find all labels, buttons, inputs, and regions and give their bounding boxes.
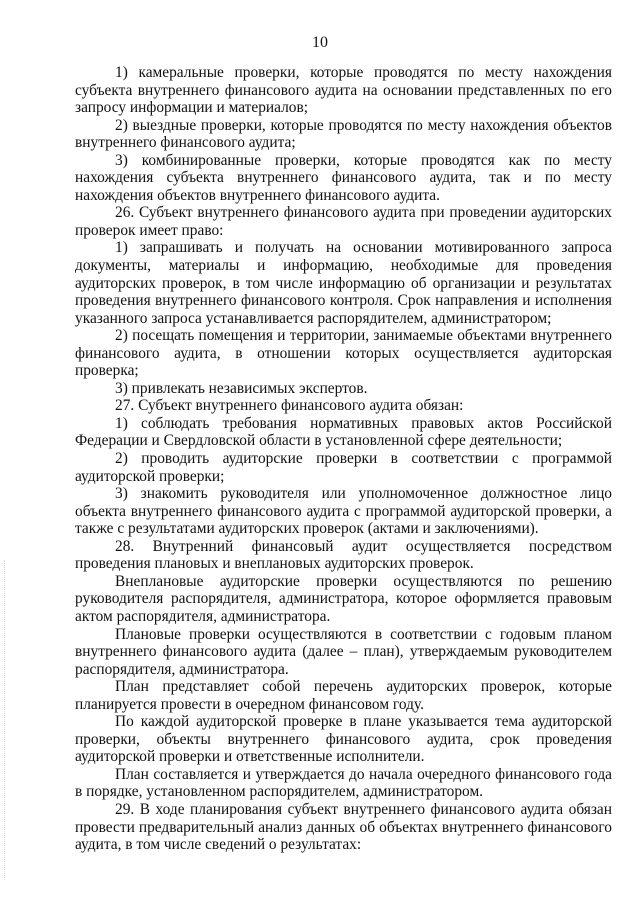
paragraph-26-item-2: 2) посещать помещения и территории, занимаемые объектами внутреннего финансового аудита, в отношении которых осуществляется аудиторская проверка;: [75, 327, 612, 380]
paragraph-27-item-2: 2) проводить аудиторские проверки в соответствии с программой аудиторской проверки;: [75, 450, 612, 485]
paragraph-26-item-1: 1) запрашивать и получать на основании мотивированного запроса документы, материалы и информацию, необходимые для проведения аудиторских проверок, в том числе информацию об организации и результатах проведения внутреннего финансового контроля. Срок направления и исполнения указанного запроса устанавливается распорядителем, администратором;: [75, 239, 612, 327]
paragraph-29: 29. В ходе планирования субъект внутреннего финансового аудита обязан провести предварительный анализ данных об объектах внутреннего финансового аудита, в том числе сведений о результатах:: [75, 800, 612, 854]
scan-edge-marks: [4, 560, 6, 880]
paragraph-25-item-1: 1) камеральные проверки, которые проводятся по месту нахождения субъекта внутреннего финансового аудита на основании представленных по его запросу информации и материалов;: [75, 64, 612, 117]
paragraph-27-item-3: 3) знакомить руководителя или уполномоченное должностное лицо объекта внутреннего финансового аудита с программой аудиторской проверки, а также с результатами аудиторских проверок (актами и заключениями).: [75, 485, 612, 538]
document-body: [75, 64, 612, 854]
paragraph-26-heading: 26. Субъект внутреннего финансового аудита при проведении аудиторских проверок имеет право:: [75, 204, 612, 239]
paragraph-28-unplanned: Внеплановые аудиторские проверки осуществляются по решению руководителя распорядителя, администратора, которое оформляется правовым актом распорядителя, администратора.: [75, 572, 612, 625]
paragraph-25-item-3: 3) комбинированные проверки, которые проводятся как по месту нахождения субъекта внутреннего финансового аудита, так и по месту нахождения объектов внутреннего финансового аудита.: [75, 151, 612, 204]
paragraph-27-item-1: 1) соблюдать требования нормативных правовых актов Российской Федерации и Свердловской области в установленной сфере деятельности;: [75, 414, 612, 450]
paragraph-28-plan-approval: План составляется и утверждается до начала очередного финансового года в порядке, установленном распорядителем, администратором.: [75, 765, 612, 801]
paragraph-25-item-2: 2) выездные проверки, которые проводятся по месту нахождения объектов внутреннего финансового аудита;: [75, 116, 612, 152]
page-number: 10: [312, 34, 328, 51]
paragraph-28-plan-definition: План представляет собой перечень аудиторских проверок, которые планируется провести в очередном финансовом году.: [75, 678, 612, 713]
paragraph-26-item-3: 3) привлекать независимых экспертов.: [115, 379, 368, 397]
paragraph-28-plan-contents: По каждой аудиторской проверке в плане указывается тема аудиторской проверки, объекты внутреннего финансового аудита, срок проведения аудиторской проверки и ответственные исполнители.: [75, 713, 612, 766]
paragraph-28-planned: Плановые проверки осуществляются в соответствии с годовым планом внутреннего финансового аудита (далее – план), утверждаемым руководителем распорядителя, администратора.: [75, 625, 612, 678]
paragraph-28: 28. Внутренний финансовый аудит осуществляется посредством проведения плановых и внеплановых аудиторских проверок.: [75, 537, 612, 573]
paragraph-27-heading: 27. Субъект внутреннего финансового аудита обязан:: [115, 397, 464, 415]
